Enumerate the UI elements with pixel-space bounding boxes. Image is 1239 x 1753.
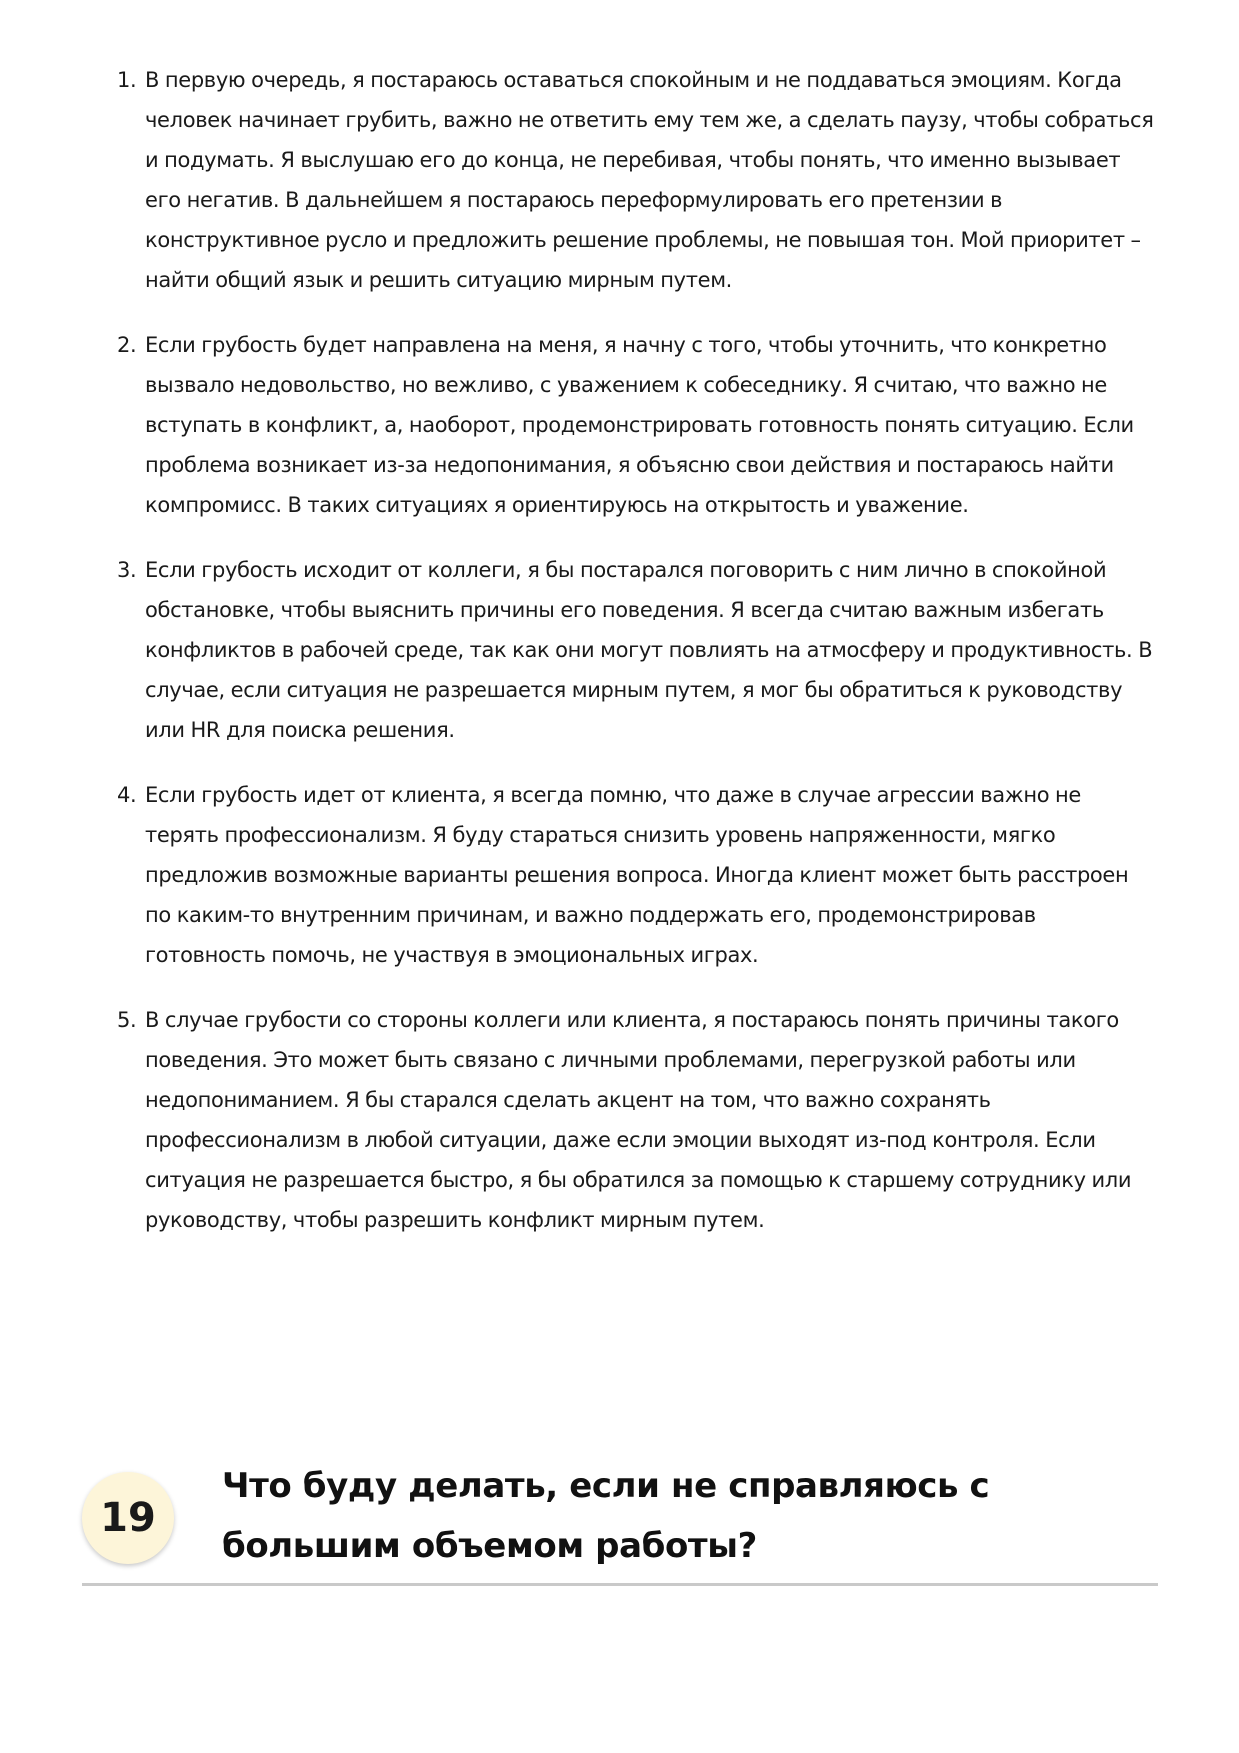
answer-text: Если грубость исходит от коллеги, я бы постарался поговорить с ним лично в спокойной обстановке, чтобы выяснить причины его поведения. Я всегда считаю важным избегать конфликтов в рабочей среде, так как они могут повлиять на атмосферу и продуктивность. В случае, если ситуация не разрешается мирным путем, я мог бы обратиться к руководству или HR для поиска решения.: [145, 558, 1153, 742]
answer-item-3: [117, 550, 1157, 750]
answer-item-4: [117, 775, 1157, 975]
answer-number: 5.: [117, 1008, 137, 1032]
answer-number: 1.: [117, 68, 137, 92]
answer-text: Если грубость будет направлена на меня, я начну с того, чтобы уточнить, что конкретно вызвало недовольство, но вежливо, с уважением к собеседнику. Я считаю, что важно не вступать в конфликт, а, наоборот, продемонстрировать готовность понять ситуацию. Если проблема возникает из-за недопонимания, я объясню свои действия и постараюсь найти компромисс. В таких ситуациях я ориентируюсь на открытость и уважение.: [145, 333, 1134, 517]
answer-item-1: [117, 60, 1157, 300]
answer-text: Если грубость идет от клиента, я всегда помню, что даже в случае агрессии важно не терять профессионализм. Я буду стараться снизить уровень напряженности, мягко предложив возможные варианты решения вопроса. Иногда клиент может быть расстроен по каким-то внутренним причинам, и важно поддержать его, продемонстрировав готовность помочь, не участвуя в эмоциональных играх.: [145, 783, 1129, 967]
question-title: Что буду делать, если не справляюсь с большим объемом работы?: [222, 1466, 990, 1566]
answer-number: 4.: [117, 783, 137, 807]
question-number-badge: 19: [82, 1472, 174, 1564]
answer-text: В случае грубости со стороны коллеги или клиента, я постараюсь понять причины такого поведения. Это может быть связано с личными проблемами, перегрузкой работы или недопониманием. Я бы старался сделать акцент на том, что важно сохранять профессионализм в любой ситуации, даже если эмоции выходят из-под контроля. Если ситуация не разрешается быстро, я бы обратился за помощью к старшему сотруднику или руководству, чтобы разрешить конфликт мирным путем.: [145, 1008, 1132, 1232]
answer-text: В первую очередь, я постараюсь оставаться спокойным и не поддаваться эмоциям. Когда человек начинает грубить, важно не ответить ему тем же, а сделать паузу, чтобы собраться и подумать. Я выслушаю его до конца, не перебивая, чтобы понять, что именно вызывает его негатив. В дальнейшем я постараюсь переформулировать его претензии в конструктивное русло и предложить решение проблемы, не повышая тон. Мой приоритет – найти общий язык и решить ситуацию мирным путем.: [145, 68, 1154, 292]
answer-item-5: [117, 1000, 1157, 1240]
answer-number: 2.: [117, 333, 137, 357]
answer-number: 3.: [117, 558, 137, 582]
answers-list: [117, 60, 1157, 1265]
question-header: [82, 1456, 1158, 1586]
answer-item-2: [117, 325, 1157, 525]
